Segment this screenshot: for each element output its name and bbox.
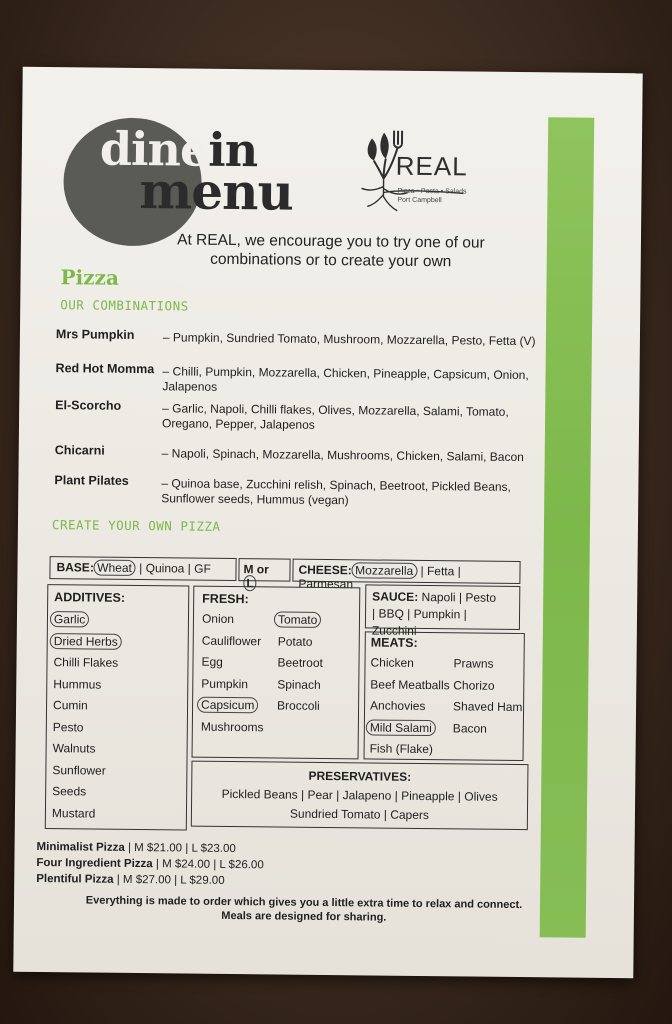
additives-box (45, 584, 190, 830)
price-detail: | M $21.00 | L $23.00 (127, 841, 236, 856)
list-item: Shaved Ham (453, 699, 523, 715)
price-detail: | M $24.00 | L $26.00 (155, 858, 264, 872)
list-item: Sunflower (52, 762, 106, 778)
price-name: Plentiful Pizza (36, 872, 114, 886)
size-l: L (243, 575, 257, 591)
price-name: Minimalist Pizza (36, 840, 125, 854)
combo-name: Mrs Pumpkin (55, 327, 135, 342)
combo-name: Plant Pilates (54, 473, 129, 488)
combo-name: El-Scorcho (55, 398, 122, 413)
list-item: Cauliflower (201, 633, 262, 648)
create-own-heading: CREATE YOUR OWN PIZZA (51, 517, 221, 534)
size-m: M (243, 562, 254, 577)
list-item: Dried Herbs (50, 633, 122, 650)
size-box (238, 558, 290, 591)
meats-list-col1 (370, 652, 451, 760)
list-item: Pumpkin (201, 676, 249, 691)
list-item: Bacon (452, 720, 487, 736)
list-item: Capsicum (197, 697, 259, 714)
list-item: Chicken (370, 655, 414, 670)
base-label: BASE: (56, 560, 94, 575)
additives-label: ADDITIVES: (54, 590, 126, 605)
logo-tagline: Pizza • Pasta • Salads (397, 187, 467, 196)
sauce-options-2: | BBQ | Pumpkin | Zucchini (371, 606, 467, 638)
cheese-label: CHEESE: (298, 562, 352, 578)
list-item: Chilli Flakes (53, 655, 119, 670)
sauce-options-1: Napoli | Pesto (421, 589, 497, 605)
size-or: or (256, 562, 269, 577)
meats-label: MEATS: (370, 635, 418, 650)
preservatives-line-2: Sundried Tomato | Capers (289, 806, 429, 823)
list-item: Mustard (51, 805, 96, 821)
intro-text: At REAL, we encourage you to try one of our combinations or to create your own (177, 231, 485, 271)
combinations-heading: OUR COMBINATIONS (60, 297, 189, 314)
logo-subtitle (397, 187, 466, 206)
title-in: in (207, 122, 258, 178)
list-item: Mushrooms (200, 719, 264, 734)
price-row (36, 857, 263, 871)
base-option-wheat: Wheat (93, 560, 136, 576)
list-item: Pesto (52, 719, 84, 734)
cheese-option-fetta: Fetta (426, 564, 455, 579)
fresh-list-col2 (277, 609, 323, 717)
meats-list-col2 (453, 653, 523, 740)
list-item: Walnuts (52, 741, 96, 756)
list-item: Beetroot (277, 655, 323, 670)
price-name: Four Ingredient Pizza (36, 856, 153, 871)
list-item: Potato (277, 633, 313, 649)
fresh-label: FRESH: (202, 591, 249, 607)
preservatives-label: PRESERVATIVES: (308, 768, 412, 784)
list-item: Onion (201, 611, 235, 627)
title-dine: dine (99, 121, 209, 177)
additives-list (52, 609, 122, 825)
list-item: Chorizo (453, 677, 495, 693)
logo-location: Port Campbell (397, 196, 442, 205)
list-item: Cumin (52, 698, 88, 713)
logo-name: REAL (395, 150, 468, 182)
list-item: Anchovies (370, 698, 426, 714)
combo-desc: – Pumpkin, Sundried Tomato, Mushroom, Mozzarella, Pesto, Fetta (V) (162, 330, 536, 349)
fresh-list-col1 (201, 609, 265, 739)
combo-desc: – Napoli, Spinach, Mozzarella, Mushrooms, Chicken, Salami, Bacon (161, 446, 524, 465)
list-item: Garlic (50, 611, 90, 627)
preservatives-line-1: Pickled Beans | Pear | Jalapeno | Pineapple | Olives (221, 786, 498, 804)
combo-desc: – Quinoa base, Zucchini relish, Spinach, Beetroot, Pickled Beans, Sunflower seeds, Hummus (vegan) (161, 476, 511, 508)
base-option-quinoa: Quinoa (145, 561, 185, 576)
sauce-label: SAUCE: (372, 589, 419, 604)
green-side-bar (540, 117, 595, 937)
list-item: Hummus (53, 676, 102, 692)
list-item: Egg (201, 654, 223, 669)
list-item: Mild Salami (366, 719, 436, 736)
title-menu: menu (139, 161, 294, 222)
list-item: Broccoli (277, 698, 320, 713)
list-item: Prawns (453, 656, 494, 671)
cheese-box: CHEESE: Mozzarella | Fetta | Parmesan (292, 559, 520, 584)
menu-sheet (13, 67, 642, 978)
fresh-box (192, 586, 361, 760)
combo-desc: – Chilli, Pumpkin, Mozzarella, Chicken, Pineapple, Capsicum, Onion, Jalapenos (162, 364, 529, 394)
price-row (37, 841, 236, 855)
preservatives-box (191, 761, 529, 831)
combo-name: Chicarni (54, 443, 105, 458)
list-item: Tomato (274, 611, 322, 627)
section-title-pizza: Pizza (60, 265, 119, 290)
cheese-option-mozzarella: Mozzarella (351, 562, 417, 579)
price-row (36, 873, 225, 887)
list-item: Fish (Flake) (369, 741, 434, 757)
list-item: Spinach (277, 676, 321, 692)
price-detail: | M $27.00 | L $29.00 (116, 873, 225, 887)
footer-line-1: Everything is made to order which gives you a little extra time to relax and connect. (85, 894, 523, 912)
meats-box (364, 631, 525, 761)
footer-line-2: Meals are designed for sharing. (221, 909, 387, 924)
combo-desc: – Garlic, Napoli, Chilli flakes, Olives, Mozzarella, Salami, Tomato, Oregano, Pepper, Jalapenos (161, 401, 509, 432)
base-option-gf: GF (194, 561, 211, 576)
combo-name: Red Hot Momma (55, 361, 155, 377)
sauce-box (365, 584, 520, 638)
list-item: Beef Meatballs (370, 676, 450, 692)
list-item: Seeds (52, 784, 87, 799)
cheese-option-parmesan: Parmesan (298, 576, 354, 592)
base-box: BASE: Wheat | Quinoa | GF (49, 556, 236, 581)
